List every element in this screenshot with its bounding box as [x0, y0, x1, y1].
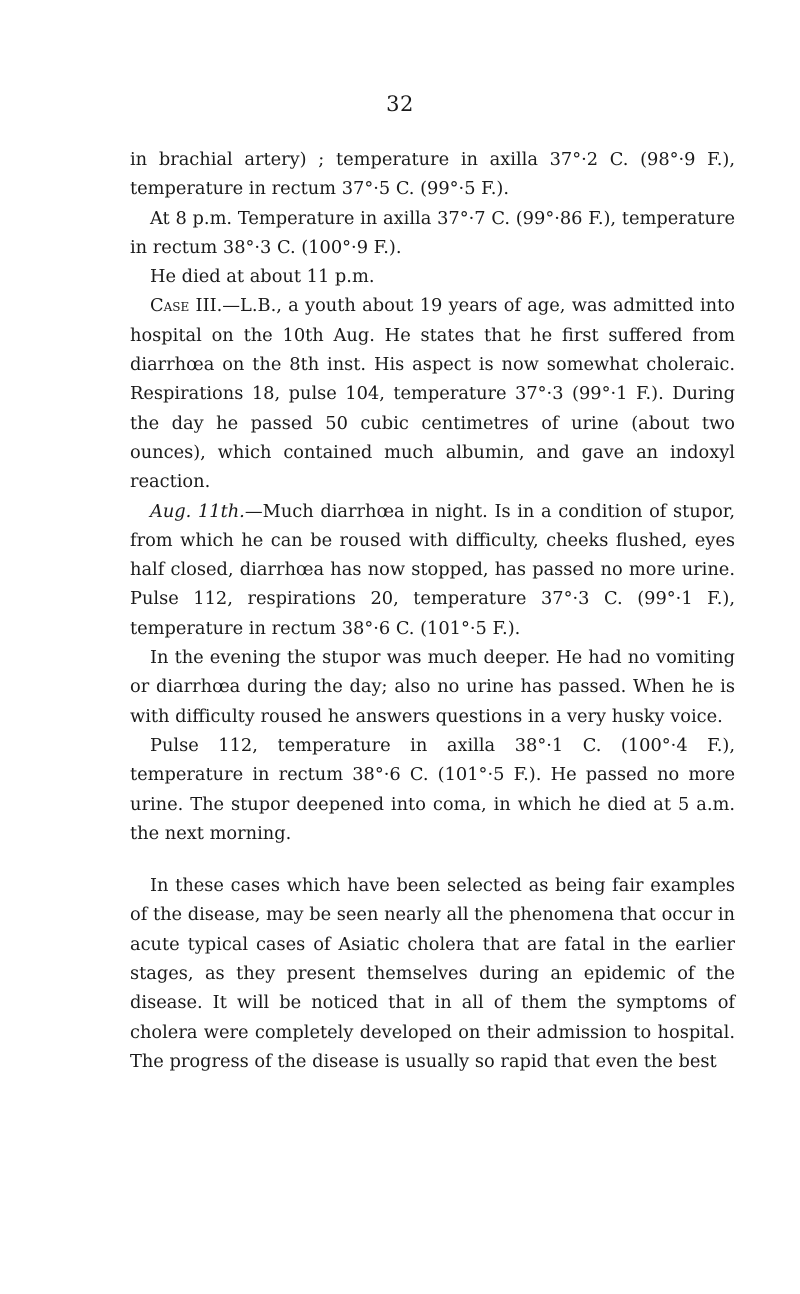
paragraph: [130, 262, 735, 291]
paragraph-date-entry: [130, 497, 735, 643]
paragraph: [130, 204, 735, 263]
paragraph-text: He died at about 11 p.m.: [150, 266, 375, 288]
paragraph-text: In these cases which have been selected as being fair examples of the disease, may be seen nearly all the phenomena that occur in acute typical cases of Asiatic cholera that are fatal in the earlier stages, as they present themselves during an epidemic of the disease. It will be noticed that in all of them the symptoms of cholera were completely developed on their admission to hospital. The progress of the disease is usually so rapid that even the best: [130, 875, 735, 1072]
case-label: Case III.: [150, 295, 223, 317]
paragraph-text: —L.B., a youth about 19 years of age, was admitted into hospital on the 10th Aug. He states that he first suffered from diarrhœa on the 8th inst. His aspect is now somewhat choleraic. Respirations 18, pulse 104, temperature 37°·3 (99°·1 F.). During the day he passed 50 cubic centimetres of urine (about two ounces), which contained much albumin, and gave an indoxyl reaction.: [130, 295, 735, 493]
date-label: Aug. 11th.: [150, 500, 245, 522]
paragraph-case-heading: [130, 291, 735, 496]
paragraph: [130, 871, 735, 1076]
paragraph: [130, 145, 735, 204]
page-number: 32: [386, 92, 414, 116]
paragraph: [130, 643, 735, 731]
paragraph: [130, 731, 735, 848]
paragraph-text: In the evening the stupor was much deeper. He had no vomiting or diarrhœa during the day; also no urine has passed. When he is with difficulty roused he answers questions in a very husky voice.: [130, 647, 735, 727]
paragraph-text: At 8 p.m. Temperature in axilla 37°·7 C. (99°·86 F.), temperature in rectum 38°·3 C. (100°·9 F.).: [130, 207, 735, 258]
paragraph-text: —Much diarrhœa in night. Is in a condition of stupor, from which he can be roused with difficulty, cheeks flushed, eyes half closed, diarrhœa has now stopped, has passed no more urine. Pulse 112, respirations 20, temperature 37°·3 C. (99°·1 F.), temperature in rectum 38°·6 C. (101°·5 F.).: [130, 500, 735, 639]
paragraph-text: Pulse 112, temperature in axilla 38°·1 C. (100°·4 F.), temperature in rectum 38°·6 C. (101°·5 F.). He passed no more urine. The stupor deepened into coma, in which he died at 5 a.m. the next morning.: [130, 734, 735, 844]
page-body: [130, 145, 735, 1076]
paragraph-text: in brachial artery) ; temperature in axilla 37°·2 C. (98°·9 F.), temperature in rectum 37°·5 C. (99°·5 F.).: [130, 149, 735, 200]
